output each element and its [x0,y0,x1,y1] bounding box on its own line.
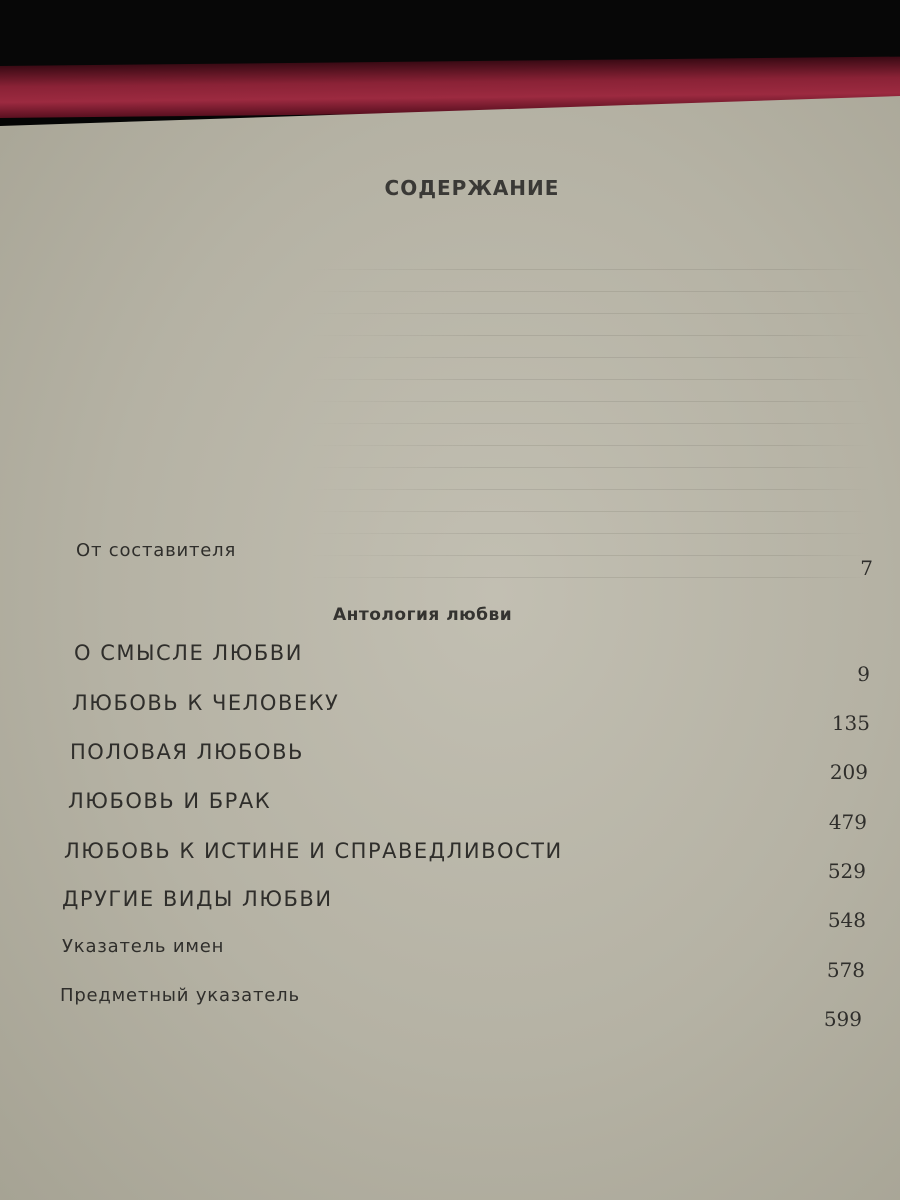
toc-chapter-page: 209 [829,760,868,784]
toc-chapter-page: 479 [828,810,867,834]
toc-chapter-page: 135 [831,711,870,735]
toc-index-label: Предметный указатель [60,985,300,1006]
toc-title: СОДЕРЖАНИЕ [384,176,560,200]
toc-chapter-label: ЛЮБОВЬ К ЧЕЛОВЕКУ [72,691,340,715]
bleed-through-text [310,266,870,596]
toc-entry-intro-page: 7 [860,556,873,580]
toc-chapter-label: ДРУГИЕ ВИДЫ ЛЮБВИ [62,887,333,911]
toc-chapter-label: О СМЫСЛЕ ЛЮБВИ [74,641,303,665]
toc-chapter-label: ЛЮБОВЬ И БРАК [68,789,272,813]
toc-index-page: 599 [823,1007,862,1031]
toc-index-label: Указатель имен [62,936,225,957]
toc-chapter-label: ЛЮБОВЬ К ИСТИНЕ И СПРАВЕДЛИВОСТИ [64,839,563,863]
toc-section-heading: Антология любви [333,605,513,625]
toc-chapter-label: ПОЛОВАЯ ЛЮБОВЬ [70,740,304,764]
toc-chapter-page: 548 [827,908,866,932]
toc-chapter-page: 9 [857,662,870,686]
toc-index-page: 578 [826,958,865,982]
toc-entry-intro-label: От составителя [76,540,237,561]
toc-chapter-page: 529 [827,859,866,883]
